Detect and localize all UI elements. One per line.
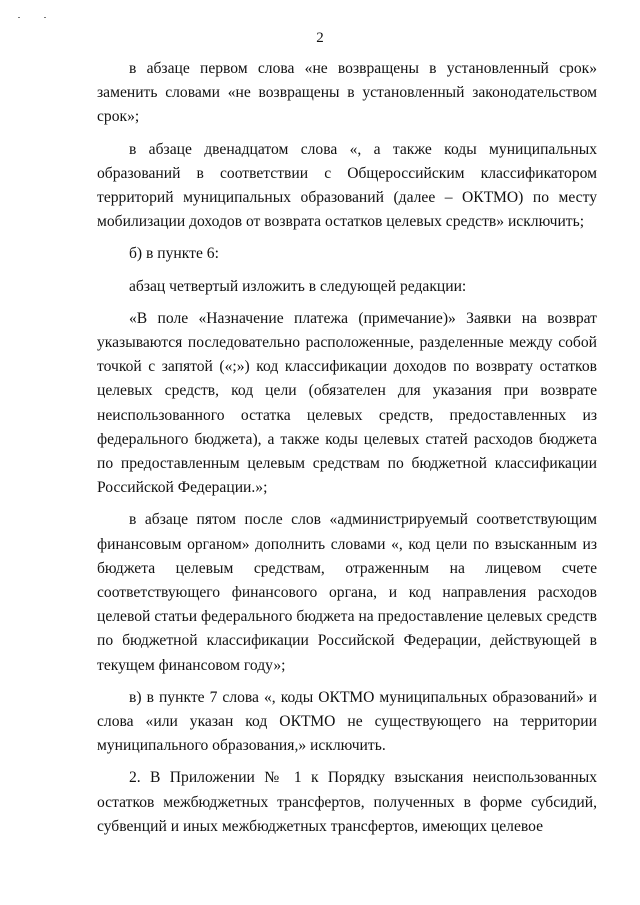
paragraph-8: 2. В Приложении № 1 к Порядку взыскания неиспользованных остатков межбюджетных трансфертов, полученных в форме субсидий, субвенций и иных межбюджетных трансфертов, имеющих целевое [97, 769, 597, 835]
scan-speck [18, 17, 20, 18]
paragraph-4: абзац четвертый изложить в следующей редакции: [129, 277, 467, 295]
document-body [97, 57, 597, 839]
scan-speck [44, 17, 46, 18]
paragraph-3: б) в пункте 6: [129, 245, 219, 263]
paragraph-7: в) в пункте 7 слова «, коды ОКТМО муниципальных образований» и слова «или указан код ОКТМО не существующего на территории муниципального образования,» исключить. [97, 688, 597, 755]
paragraph-5: «В поле «Назначение платежа (примечание)» Заявки на возврат указываются последовательно расположенные, разделенные между собой точкой с запятой («;») код классификации доходов по возврату остатков целевых средств, код цели (обязателен для указания при возврате неиспользованного остатка целевых средств, предоставленных из федерального бюджета), а также коды целевых статей расходов бюджета по предоставленным целевым средствам по бюджетной классификации Российской Федерации.»; [97, 309, 597, 497]
paragraph-6: в абзаце пятом после слов «администрируемый соответствующим финансовым органом» дополнить словами «, код цели по взысканным из бюджета целевым средствам, отраженным на лицевом счете соответствующего финансового органа, и код направления расходов целевой статьи федерального бюджета на предоставление целевых средств по бюджетной классификации Российской Федерации, действующей в текущем финансовом году»; [97, 511, 597, 674]
page-number: 2 [316, 30, 324, 46]
paragraph-1: в абзаце первом слова «не возвращены в установленный срок» заменить словами «не возвращены в установленный законодательством срок»; [97, 60, 597, 126]
paragraph-2: в абзаце двенадцатом слова «, а также коды муниципальных образований в соответствии с Общероссийским классификатором территорий муниципальных образований (далее – ОКТМО) по месту мобилизации доходов от возврата остатков целевых средств» исключить; [97, 140, 597, 231]
